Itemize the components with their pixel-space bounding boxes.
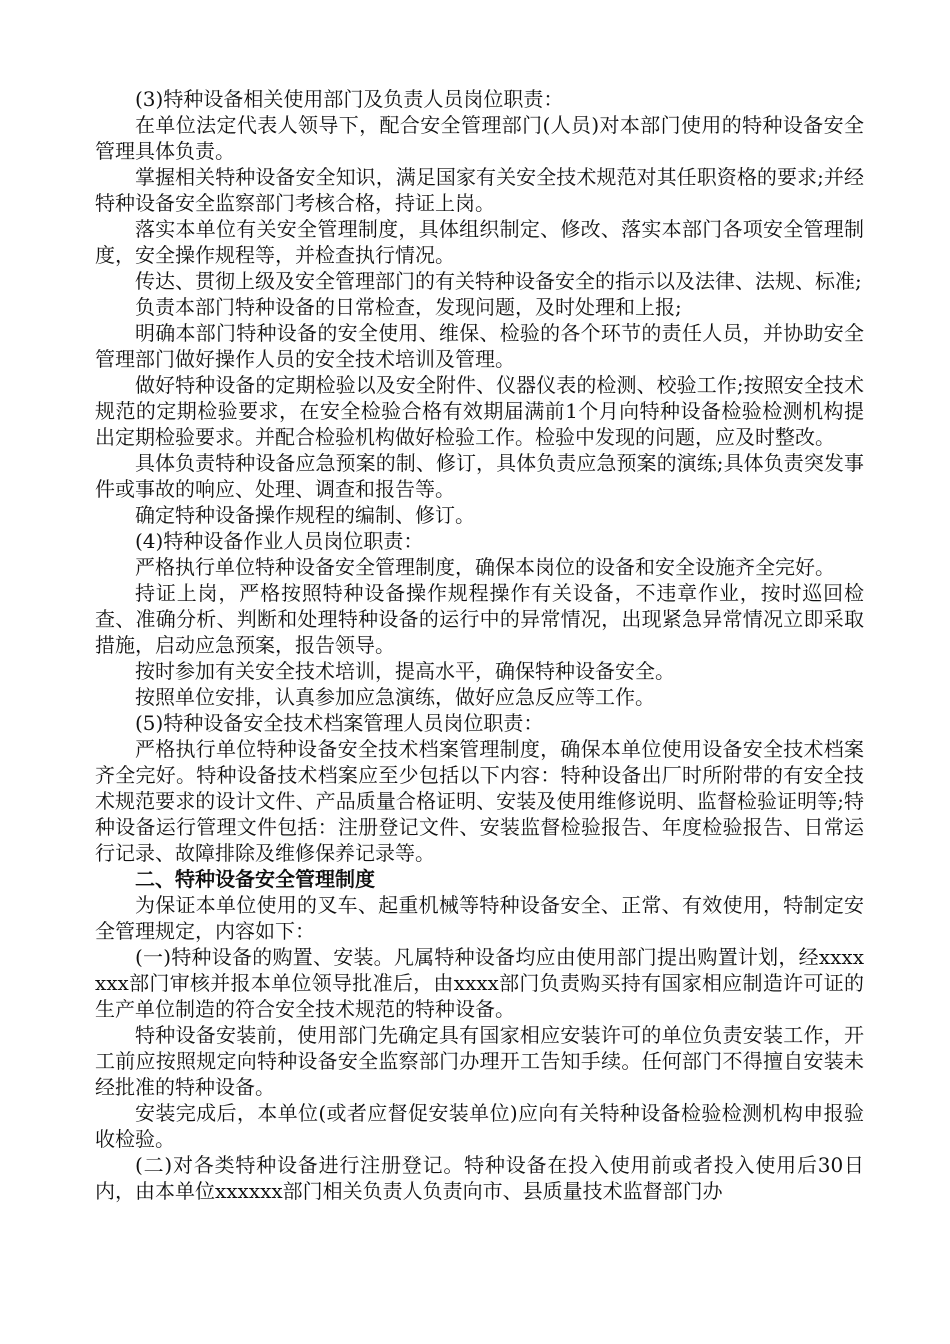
paragraph: (3)特种设备相关使用部门及负责人员岗位职责：: [135, 87, 564, 111]
paragraph: 严格执行单位特种设备安全技术档案管理制度，确保本单位使用设备安全技术档案齐全完好。特种设备技术档案应至少包括以下内容：特种设备出厂时所附带的有安全技术规范要求的设计文件、产品质量合格证明、安装及使用维修说明、监督检验证明等;特种设备运行管理文件包括：注册登记文件、安装监督检验报告、年度检验报告、日常运行记录、故障排除及维修保养记录等。: [95, 737, 864, 865]
paragraph: 为保证本单位使用的叉车、起重机械等特种设备安全、正常、有效使用，特制定安全管理规定，内容如下：: [95, 893, 864, 943]
paragraph: 掌握相关特种设备安全知识，满足国家有关安全技术规范对其任职资格的要求;并经特种设备安全监察部门考核合格，持证上岗。: [95, 165, 864, 215]
paragraph: 在单位法定代表人领导下，配合安全管理部门(人员)对本部门使用的特种设备安全管理具体负责。: [95, 113, 864, 163]
paragraph: 做好特种设备的定期检验以及安全附件、仪器仪表的检测、校验工作;按照安全技术规范的定期检验要求，在安全检验合格有效期届满前1个月向特种设备检验检测机构提出定期检验要求。并配合检验机构做好检验工作。检验中发现的问题，应及时整改。: [95, 373, 864, 449]
paragraph: 严格执行单位特种设备安全管理制度，确保本岗位的设备和安全设施齐全完好。: [135, 555, 835, 579]
paragraph: 按照单位安排，认真参加应急演练，做好应急反应等工作。: [135, 685, 655, 709]
paragraph: (5)特种设备安全技术档案管理人员岗位职责：: [135, 711, 544, 735]
paragraph: 持证上岗，严格按照特种设备操作规程操作有关设备，不违章作业，按时巡回检查、准确分析、判断和处理特种设备的运行中的异常情况，出现紧急异常情况立即采取措施，启动应急预案，报告领导。: [95, 581, 864, 657]
paragraph: (二)对各类特种设备进行注册登记。特种设备在投入使用前或者投入使用后30日内，由本单位xxxxxx部门相关负责人负责向市、县质量技术监督部门办: [95, 1153, 864, 1203]
paragraph: 落实本单位有关安全管理制度，具体组织制定、修改、落实本部门各项安全管理制度，安全操作规程等，并检查执行情况。: [95, 217, 864, 267]
paragraph: (一)特种设备的购置、安装。凡属特种设备均应由使用部门提出购置计划，经xxxxxxx部门审核并报本单位领导批准后，由xxxx部门负责购买持有国家相应制造许可证的生产单位制造的符合安全技术规范的特种设备。: [95, 945, 864, 1021]
paragraph: 具体负责特种设备应急预案的制、修订，具体负责应急预案的演练;具体负责突发事件或事故的响应、处理、调查和报告等。: [95, 451, 864, 501]
paragraph: 按时参加有关安全技术培训，提高水平，确保特种设备安全。: [135, 659, 675, 683]
paragraph: (4)特种设备作业人员岗位职责：: [135, 529, 424, 553]
paragraph: 负责本部门特种设备的日常检查，发现问题，及时处理和上报;: [135, 295, 682, 319]
paragraph: 传达、贯彻上级及安全管理部门的有关特种设备安全的指示以及法律、法规、标准;: [135, 269, 862, 293]
paragraph: 确定特种设备操作规程的编制、修订。: [135, 503, 475, 527]
paragraph: 明确本部门特种设备的安全使用、维保、检验的各个环节的责任人员，并协助安全管理部门做好操作人员的安全技术培训及管理。: [95, 321, 864, 371]
section-heading: 二、特种设备安全管理制度: [135, 867, 375, 891]
paragraph: 安装完成后，本单位(或者应督促安装单位)应向有关特种设备检验检测机构申报验收检验。: [95, 1101, 864, 1151]
paragraph: 特种设备安装前，使用部门先确定具有国家相应安装许可的单位负责安装工作，开工前应按照规定向特种设备安全监察部门办理开工告知手续。任何部门不得擅自安装未经批准的特种设备。: [95, 1023, 864, 1099]
